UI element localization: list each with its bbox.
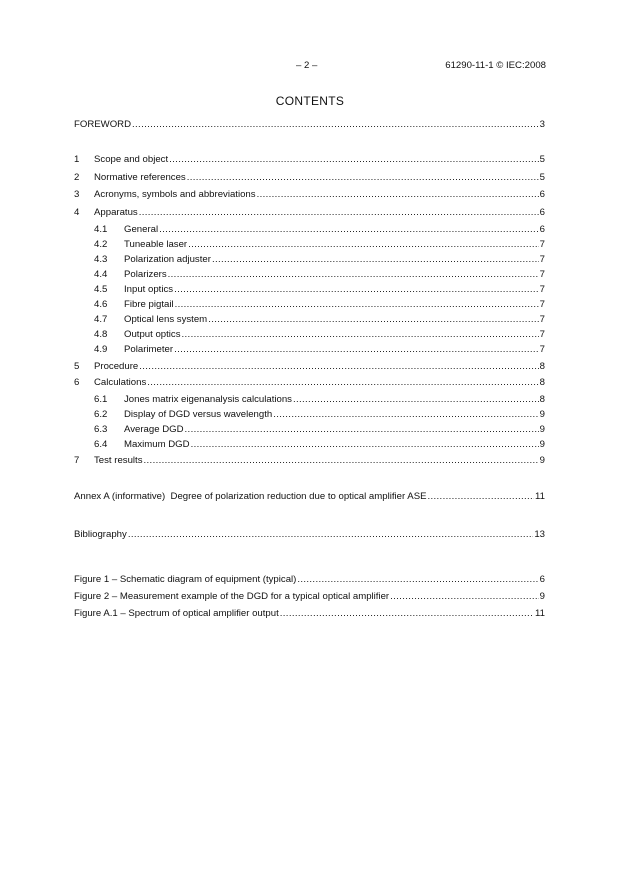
- toc-page-number: 9: [539, 591, 545, 602]
- toc-entry-label: Polarizers: [124, 269, 167, 280]
- toc-page-number: 9: [539, 424, 545, 435]
- leader-dots: [169, 154, 539, 166]
- toc-entry-label: Polarimeter: [124, 344, 174, 355]
- toc-entry-label: Bibliography: [74, 529, 127, 540]
- toc-entry[interactable]: [74, 154, 545, 166]
- leader-dots: [174, 284, 539, 296]
- leader-dots: [280, 608, 534, 620]
- toc-entry-bibliography[interactable]: [74, 529, 545, 541]
- toc-subentry[interactable]: [74, 424, 545, 436]
- toc-entry-label: Calculations: [94, 377, 147, 388]
- leader-dots: [175, 299, 539, 311]
- toc-entry-label: Figure A.1 – Spectrum of optical amplifier output: [74, 608, 279, 619]
- toc-page-number: 3: [539, 119, 545, 130]
- standard-reference: 61290-11-1 © IEC:2008: [445, 60, 546, 71]
- toc-subentry[interactable]: [74, 284, 545, 296]
- toc-entry-label: Tuneable laser: [124, 239, 188, 250]
- toc-page-number: 6: [539, 207, 545, 218]
- toc-subentry[interactable]: [74, 254, 545, 266]
- toc-subentry[interactable]: [74, 314, 545, 326]
- toc-entry-number: 2: [74, 172, 80, 183]
- toc-entry-number: 4.5: [94, 284, 108, 295]
- toc-entry-number: 6.1: [94, 394, 108, 405]
- toc-page-number: 9: [539, 439, 545, 450]
- toc-entry-number: 1: [74, 154, 80, 165]
- toc-entry-number: 4.3: [94, 254, 108, 265]
- toc-page-number: 6: [539, 574, 545, 585]
- toc-page-number: 8: [539, 377, 545, 388]
- toc-page-number: 13: [534, 529, 545, 540]
- toc-entry-label: Jones matrix eigenanalysis calculations: [124, 394, 292, 405]
- toc-page-number: 5: [539, 154, 545, 165]
- toc-entry-label: General: [124, 224, 159, 235]
- toc-subentry[interactable]: [74, 239, 545, 251]
- toc-entry-number: 4.6: [94, 299, 108, 310]
- leader-dots: [144, 455, 539, 467]
- toc-entry-annex-a[interactable]: [74, 491, 545, 503]
- leader-dots: [212, 254, 539, 266]
- toc-entry-figure[interactable]: [74, 608, 545, 620]
- toc-entry-number: 7: [74, 455, 80, 466]
- toc-page-number: 11: [535, 491, 545, 502]
- toc-subentry[interactable]: [74, 394, 545, 406]
- toc-entry-label: FOREWORD: [74, 119, 132, 130]
- leader-dots: [128, 529, 534, 541]
- page-title: CONTENTS: [275, 94, 345, 108]
- leader-dots: [188, 239, 539, 251]
- toc-subentry[interactable]: [74, 269, 545, 281]
- toc-entry-number: 4.2: [94, 239, 108, 250]
- toc-entry-foreword[interactable]: [74, 119, 545, 131]
- toc-entry-number: 3: [74, 189, 80, 200]
- toc-page-number: 7: [539, 314, 545, 325]
- leader-dots: [191, 439, 539, 451]
- toc-entry-number: 6.2: [94, 409, 108, 420]
- toc-page-number: 7: [539, 344, 545, 355]
- toc-entry-number: 4.8: [94, 329, 108, 340]
- leader-dots: [132, 119, 539, 131]
- toc-entry-number: 6.4: [94, 439, 108, 450]
- leader-dots: [174, 344, 539, 356]
- toc-entry-number: 4: [74, 207, 80, 218]
- toc-subentry[interactable]: [74, 299, 545, 311]
- toc-entry-label: Maximum DGD: [124, 439, 190, 450]
- leader-dots: [297, 574, 538, 586]
- toc-entry-number: 4.1: [94, 224, 108, 235]
- leader-dots: [187, 172, 539, 184]
- toc-subentry[interactable]: [74, 329, 545, 341]
- toc-entry[interactable]: [74, 172, 545, 184]
- leader-dots: [390, 591, 539, 603]
- toc-entry-label: Input optics: [124, 284, 174, 295]
- toc-entry-label: Optical lens system: [124, 314, 208, 325]
- toc-page-number: 7: [539, 269, 545, 280]
- leader-dots: [182, 329, 539, 341]
- toc-page-number: 6: [539, 224, 545, 235]
- toc-page-number: 7: [539, 239, 545, 250]
- toc-entry-number: 6: [74, 377, 80, 388]
- toc-entry[interactable]: [74, 377, 545, 389]
- toc-entry[interactable]: [74, 361, 545, 373]
- toc-page-number: 9: [539, 409, 545, 420]
- toc-entry-label: Figure 2 – Measurement example of the DGD for a typical optical amplifier: [74, 591, 390, 602]
- toc-entry-label: Average DGD: [124, 424, 184, 435]
- toc-entry-label: Normative references: [94, 172, 186, 183]
- leader-dots: [185, 424, 539, 436]
- toc-page-number: 7: [539, 329, 545, 340]
- toc-subentry[interactable]: [74, 344, 545, 356]
- leader-dots: [139, 207, 539, 219]
- toc-entry-number: 6.3: [94, 424, 108, 435]
- toc-entry-figure[interactable]: [74, 591, 545, 603]
- leader-dots: [147, 377, 538, 389]
- toc-entry-label: Annex A (informative) Degree of polarization reduction due to optical amplifier ASE: [74, 491, 427, 502]
- leader-dots: [273, 409, 538, 421]
- leader-dots: [159, 224, 539, 236]
- leader-dots: [293, 394, 539, 406]
- toc-page-number: 7: [539, 254, 545, 265]
- toc-entry-label: Scope and object: [94, 154, 169, 165]
- leader-dots: [208, 314, 538, 326]
- toc-entry[interactable]: [74, 455, 545, 467]
- toc-subentry[interactable]: [74, 439, 545, 451]
- toc-entry-number: 4.4: [94, 269, 108, 280]
- leader-dots: [257, 189, 539, 201]
- toc-entry-label: Acronyms, symbols and abbreviations: [94, 189, 256, 200]
- toc-entry-label: Procedure: [94, 361, 139, 372]
- toc-entry-label: Polarization adjuster: [124, 254, 211, 265]
- toc-subentry[interactable]: [74, 224, 545, 236]
- toc-entry-number: 5: [74, 361, 80, 372]
- toc-page-number: 6: [539, 189, 545, 200]
- toc-entry-figure[interactable]: [74, 574, 545, 586]
- toc-entry-label: Output optics: [124, 329, 181, 340]
- toc-page-number: 7: [539, 284, 545, 295]
- toc-page-number: 7: [539, 299, 545, 310]
- toc-page-number: 9: [539, 455, 545, 466]
- toc-entry-label: Apparatus: [94, 207, 138, 218]
- toc-page-number: 8: [539, 394, 545, 405]
- toc-entry-label: Display of DGD versus wavelength: [124, 409, 273, 420]
- toc-subentry[interactable]: [74, 409, 545, 421]
- page-number: – 2 –: [296, 60, 318, 71]
- page-header: [0, 60, 620, 74]
- toc-entry-label: Test results: [94, 455, 143, 466]
- toc-entry[interactable]: [74, 207, 545, 219]
- toc-entry[interactable]: [74, 189, 545, 201]
- leader-dots: [428, 491, 535, 503]
- toc-page-number: 11: [535, 608, 545, 619]
- toc-page-number: 8: [539, 361, 545, 372]
- toc-entry-label: Figure 1 – Schematic diagram of equipment (typical): [74, 574, 297, 585]
- toc-entry-number: 4.9: [94, 344, 108, 355]
- toc-entry-label: Fibre pigtail: [124, 299, 174, 310]
- toc-page-number: 5: [539, 172, 545, 183]
- leader-dots: [139, 361, 538, 373]
- leader-dots: [168, 269, 539, 281]
- toc-entry-number: 4.7: [94, 314, 108, 325]
